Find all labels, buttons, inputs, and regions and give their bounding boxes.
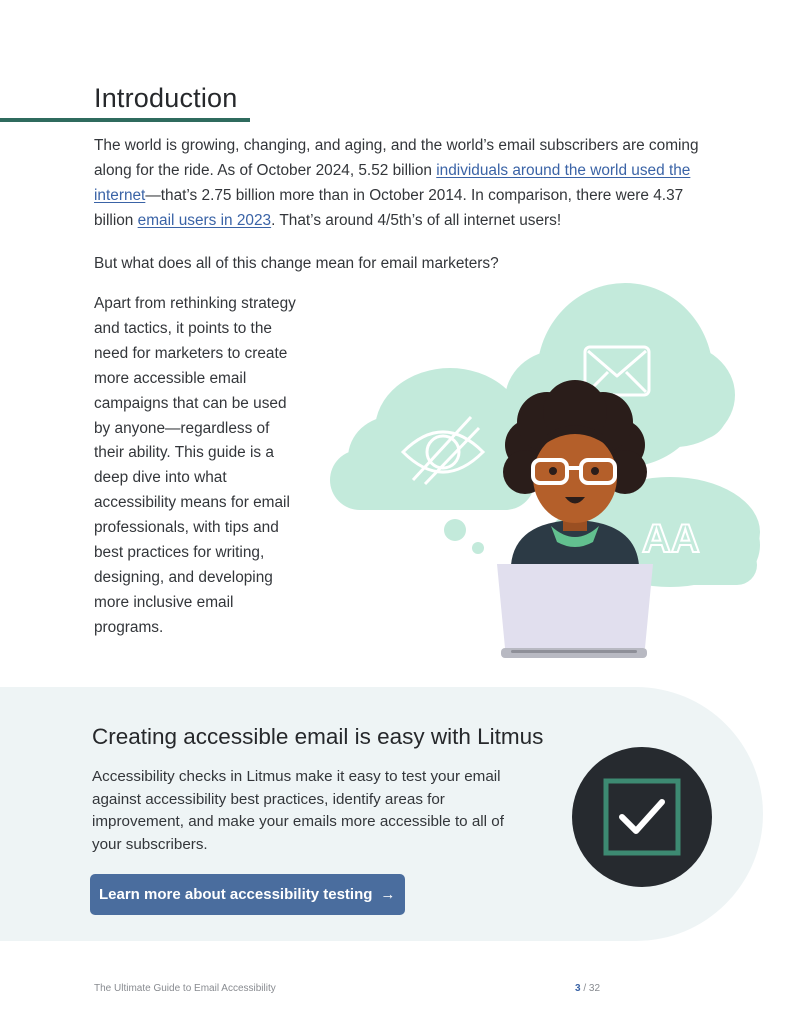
intro-paragraph [94,133,714,233]
aa-label: AA [642,517,700,561]
total-pages: 32 [588,983,601,994]
page-title: Introduction [94,83,238,113]
learn-more-label: Learn more about accessibility testing [99,886,373,903]
promo-title: Creating accessible email is easy with Litmus [92,724,544,749]
question-paragraph: But what does all of this change mean for email marketers? [94,255,499,272]
internet-users-link[interactable]: individuals around the world used the internet [94,162,691,204]
arrow-right-icon: → [380,886,396,903]
checkbox-checked-icon [572,747,712,887]
intro-text-3: . That’s around 4/5th’s of all internet users! [271,212,562,229]
accessibility-illustration [325,280,765,665]
accessibility-paragraph: Apart from rethinking strategy and tactics, it points to the need for marketers to create more accessible email campaigns that can be used by anyone—regardless of their ability. This guide is a deep dive into what accessibility means for email professionals, with tips and best practices for writing, designing, and developing more inclusive email programs. [94,295,296,636]
intro-text-2: —that’s 2.75 billion more than in October 2014. In comparison, there were 4.37 billion [94,187,684,229]
page-separator: / [583,983,587,994]
laptop-icon [497,564,653,658]
learn-more-button[interactable] [90,874,405,915]
current-page: 3 [575,983,581,994]
footer-doc-title: The Ultimate Guide to Email Accessibility [94,983,276,994]
email-users-link[interactable]: email users in 2023 [137,212,272,229]
promo-text: Accessibility checks in Litmus make it easy to test your email against accessibility best practices, identify areas for improvement, and make your emails more accessible to all of your subscribers. [92,768,504,853]
page-indicator [575,983,600,994]
intro-text-1: The world is growing, changing, and aging, and the world’s email subscribers are coming along for the ride. As of October 2024, 5.52 billion [94,137,699,179]
title-underline [0,118,250,122]
person-figure [503,380,647,565]
